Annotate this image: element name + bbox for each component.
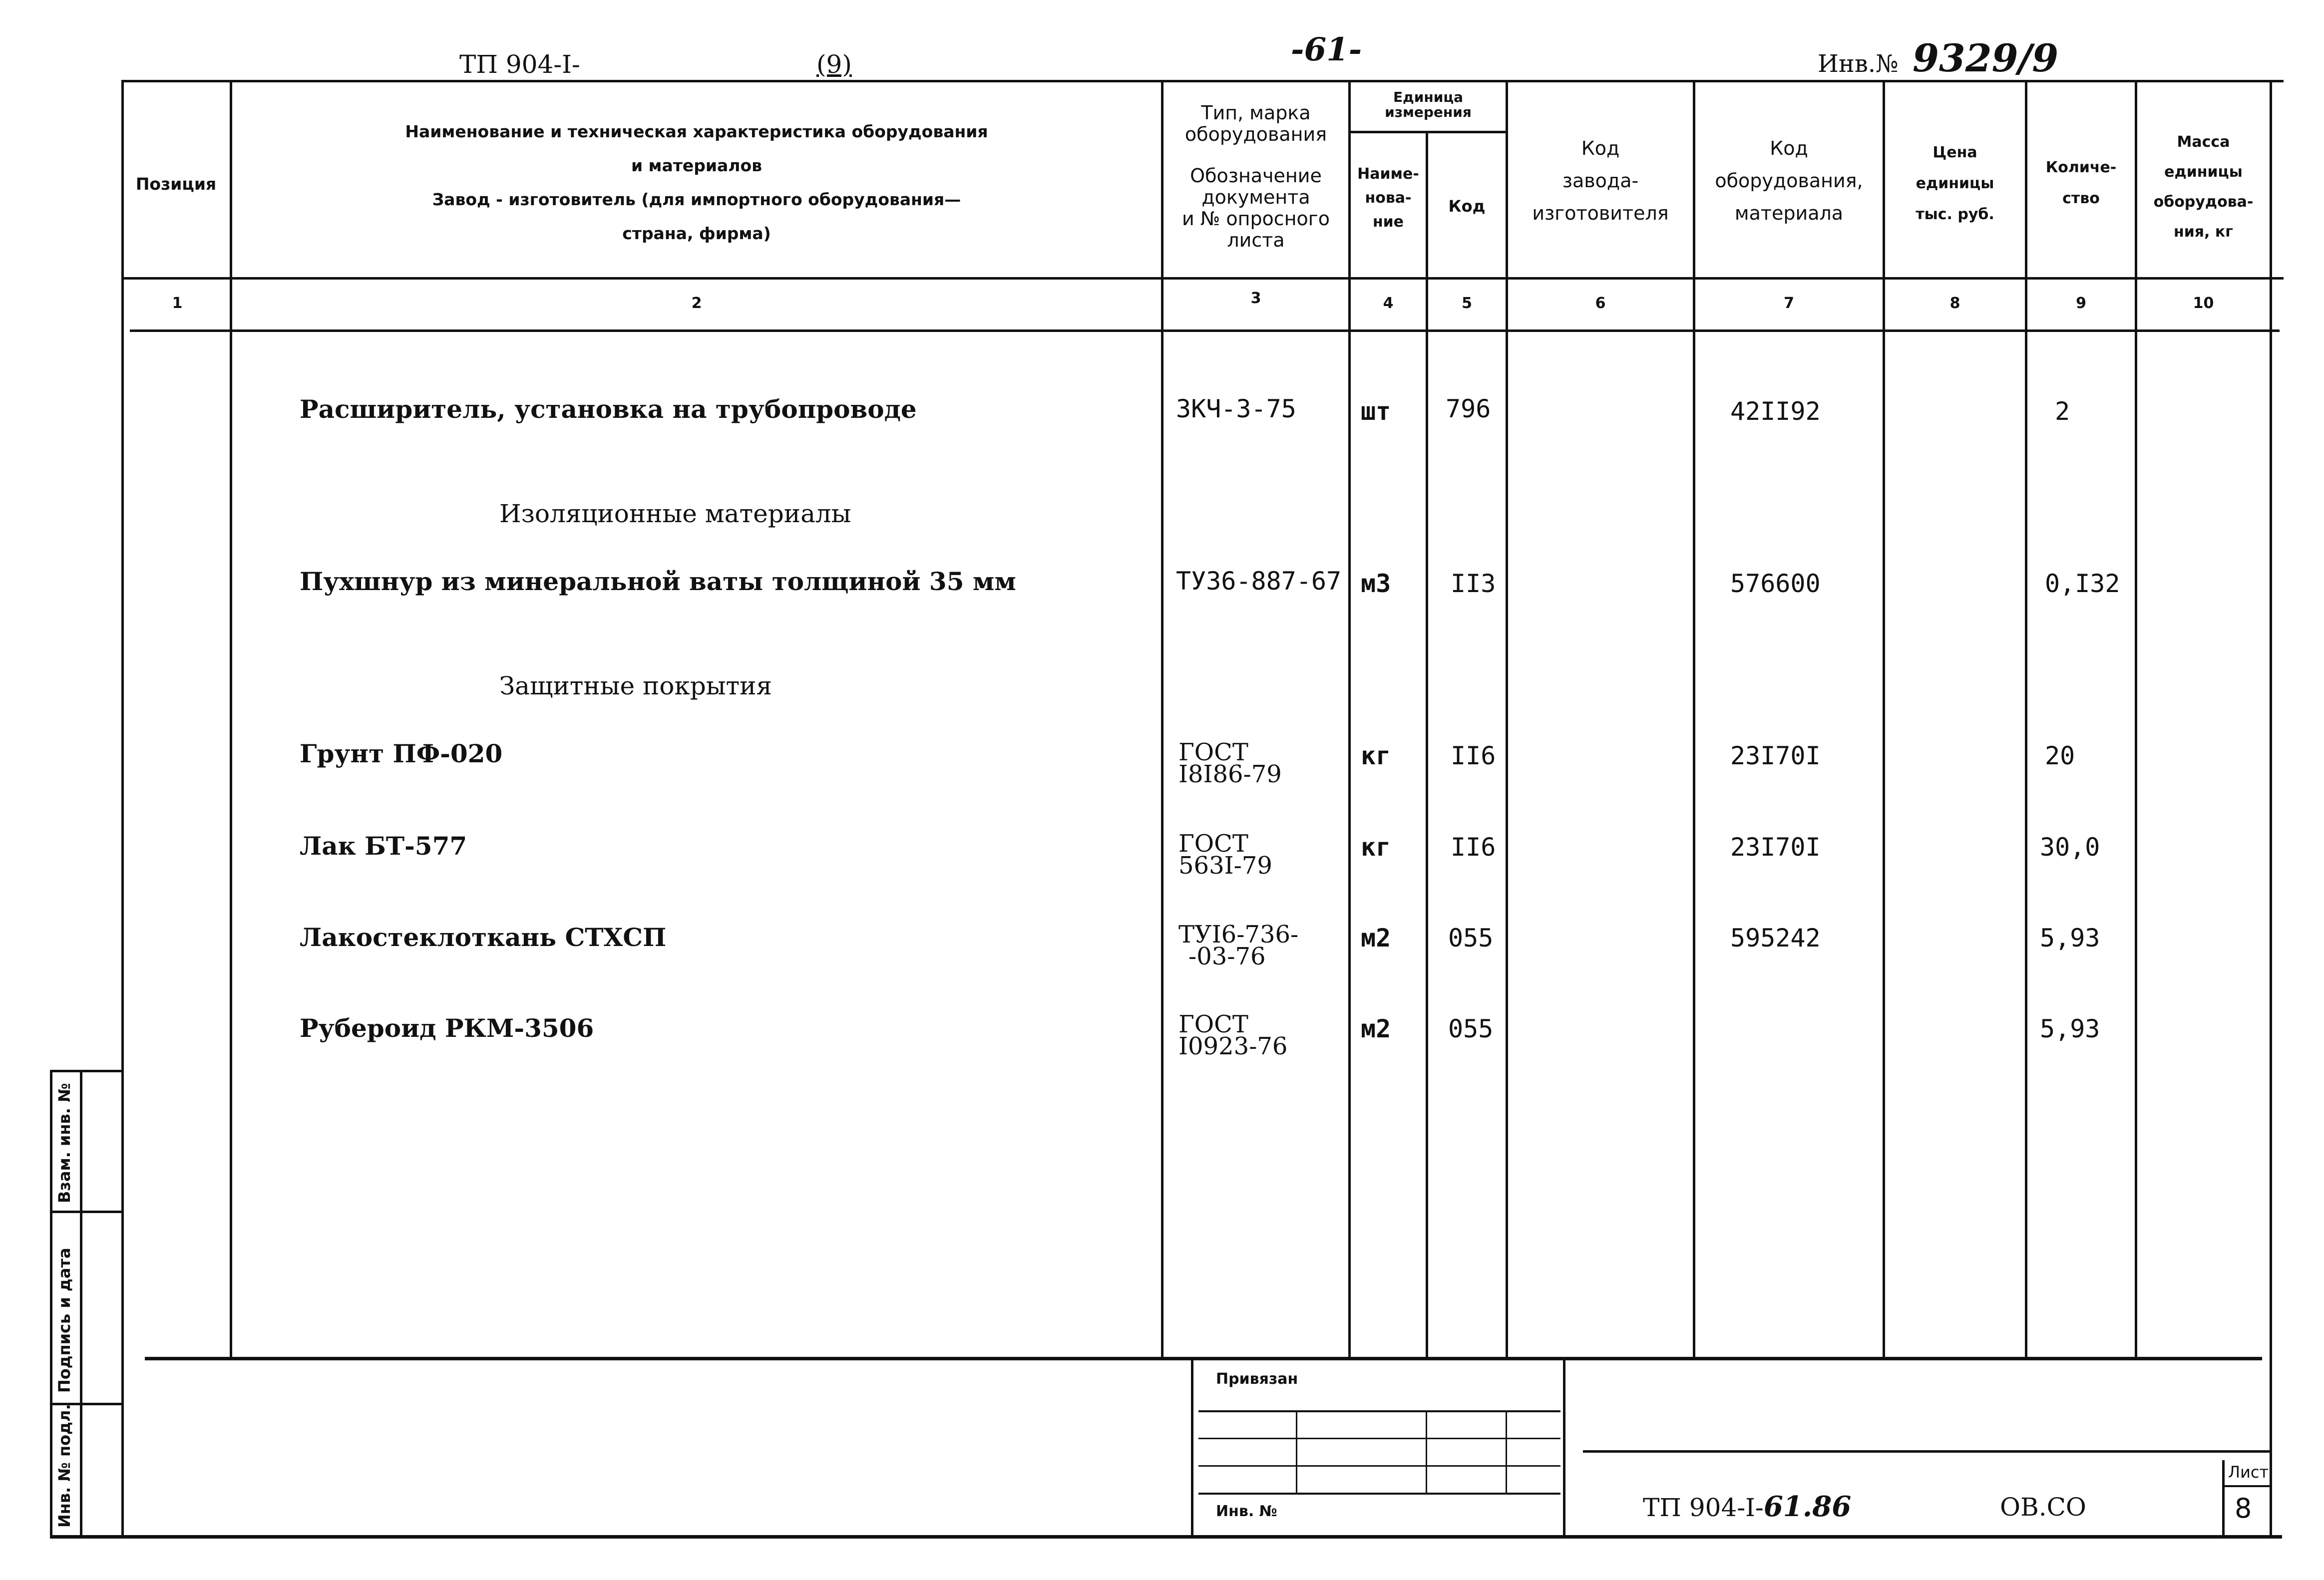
header-mass: Масса единицы оборудова- ния, кг (2153, 133, 2254, 241)
row-quantity: 2 (2055, 397, 2070, 426)
row-unit-code: 055 (1448, 924, 1494, 952)
stamp-inv-label: Инв. № (1216, 1503, 1277, 1520)
frame-top (121, 80, 2284, 82)
row-unit-code: II3 (1451, 569, 1496, 598)
side-signature-date: Подпись и дата (55, 1248, 74, 1393)
col-number-3: 3 (1250, 290, 1261, 307)
sheet-code: ОВ.СО (2000, 1493, 2086, 1522)
doc-code: ТП 904-I-61.86 (1643, 1490, 1852, 1523)
inventory-number: 9329/9 (1913, 36, 2059, 80)
col-div-5 (1506, 80, 1508, 1357)
side-replace-inv: Взам. инв. № (55, 1083, 74, 1203)
row-name: Лакостеклоткань СТХСП (300, 923, 667, 952)
side-div-1 (50, 1211, 124, 1213)
row-unit-code: 796 (1446, 394, 1491, 423)
titleblock-line (1583, 1450, 2270, 1453)
row-material-code: 42II92 (1730, 397, 1821, 426)
stamp-tick-2 (1426, 1410, 1427, 1493)
sheet-label: Лист (2228, 1463, 2269, 1482)
row-name: Рубероид РКМ-3506 (300, 1013, 594, 1043)
row-name: Лак БТ-577 (300, 831, 467, 861)
header-type-doc: Тип, марка оборудования Обозначение документа и № опросного листа (1181, 102, 1330, 251)
row-unit: кг (1361, 741, 1391, 770)
col-number-6: 6 (1595, 295, 1606, 312)
row-unit: м3 (1361, 569, 1391, 598)
row-material-code: 576600 (1730, 569, 1821, 598)
section-insulation: Изоляционные материалы (499, 499, 851, 528)
row-unit: шт (1361, 397, 1391, 426)
side-strip-top (50, 1070, 124, 1072)
col-div-9 (2135, 80, 2137, 1357)
header-factory-code: Код завода- изготовителя (1532, 137, 1669, 224)
header-price: Цена единицы тыс. руб. (1916, 144, 1994, 223)
section-coatings: Защитные покрытия (499, 671, 773, 700)
row-material-code: 23I70I (1730, 833, 1821, 862)
row-unit: м2 (1361, 1014, 1391, 1043)
side-inv-original: Инв. № подл. (55, 1404, 74, 1528)
col-number-8: 8 (1949, 295, 1960, 312)
col-number-5: 5 (1462, 295, 1472, 312)
row-name: Пухшнур из минеральной ваты толщиной 35 мм (300, 567, 1016, 596)
header-quantity: Количе- ство (2045, 159, 2117, 207)
col-div-2 (1161, 80, 1163, 1357)
row-doc: ТУ36-887-67 (1176, 567, 1342, 596)
col-number-9: 9 (2076, 295, 2086, 312)
sheet-box-mid (2222, 1485, 2272, 1487)
row-name: Грунт ПФ-020 (300, 739, 503, 768)
sheet-box-left (2222, 1460, 2225, 1535)
col-div-4 (1426, 132, 1428, 1357)
colnum-bottom (130, 329, 2280, 332)
col-div-7 (1883, 80, 1885, 1357)
row-quantity: 0,I32 (2045, 569, 2120, 598)
row-unit-code: 055 (1448, 1014, 1494, 1043)
row-name: Расширитель, установка на трубопроводе (300, 394, 917, 424)
col-div-6 (1693, 80, 1695, 1357)
inventory-label: Инв.№ (1818, 50, 1899, 78)
stamp-line-4 (1198, 1493, 1560, 1495)
col-number-1: 1 (172, 295, 183, 312)
col-div-1 (230, 80, 232, 1357)
row-quantity: 5,93 (2040, 924, 2100, 952)
stamp-divider-right (1563, 1357, 1565, 1537)
header-material-code: Код оборудования, материала (1715, 137, 1863, 224)
row-unit-code: II6 (1451, 741, 1496, 770)
body-bottom (145, 1357, 2262, 1360)
header-bottom (121, 277, 2284, 280)
header-position: Позиция (135, 174, 217, 194)
stamp-tick-1 (1296, 1410, 1297, 1493)
part-number: (9) (816, 50, 852, 79)
frame-left (121, 80, 124, 1538)
col-number-4: 4 (1383, 295, 1394, 312)
col-number-7: 7 (1784, 295, 1794, 312)
col-div-8 (2025, 80, 2027, 1357)
row-material-code: 595242 (1730, 924, 1821, 952)
series-code: ТП 904-I- (459, 50, 580, 79)
row-doc: ГОСТ I0923-76 (1178, 1010, 1288, 1060)
col-number-10: 10 (2193, 295, 2214, 312)
stamp-attached-label: Привязан (1216, 1370, 1298, 1388)
header-unit-name: Наиме- нова- ние (1357, 165, 1419, 231)
frame-right (2270, 80, 2272, 1538)
row-quantity: 20 (2045, 741, 2075, 770)
row-doc: ГОСТ 563I-79 (1178, 830, 1272, 880)
col-number-2: 2 (691, 295, 702, 312)
col-div-3 (1348, 80, 1351, 1357)
row-unit: кг (1361, 833, 1391, 862)
header-unit-code: Код (1448, 197, 1486, 216)
row-unit-code: II6 (1451, 833, 1496, 862)
side-strip-mid (80, 1071, 82, 1538)
row-unit: м2 (1361, 924, 1391, 952)
unit-group-line (1348, 131, 1506, 133)
row-quantity: 30,0 (2040, 833, 2100, 862)
row-doc: ТУI6-736- -03-76 (1178, 921, 1299, 970)
side-strip-left (50, 1071, 52, 1538)
stamp-tick-3 (1506, 1410, 1507, 1493)
row-doc: ГОСТ I8I86-79 (1178, 738, 1282, 788)
header-unit: Единица измерения (1385, 89, 1472, 120)
row-material-code: 23I70I (1730, 741, 1821, 770)
row-doc: ЗКЧ-3-75 (1176, 394, 1296, 423)
header-name: Наименование и техническая характеристика оборудования и материалов Завод - изготовитель (для импортного оборудования— страна, фирма) (405, 122, 988, 243)
frame-bottom (50, 1535, 2282, 1539)
sheet-number: 8 (2235, 1493, 2252, 1524)
stamp-divider-left (1191, 1357, 1193, 1537)
row-quantity: 5,93 (2040, 1014, 2100, 1043)
page-number: -61- (1291, 31, 1362, 68)
